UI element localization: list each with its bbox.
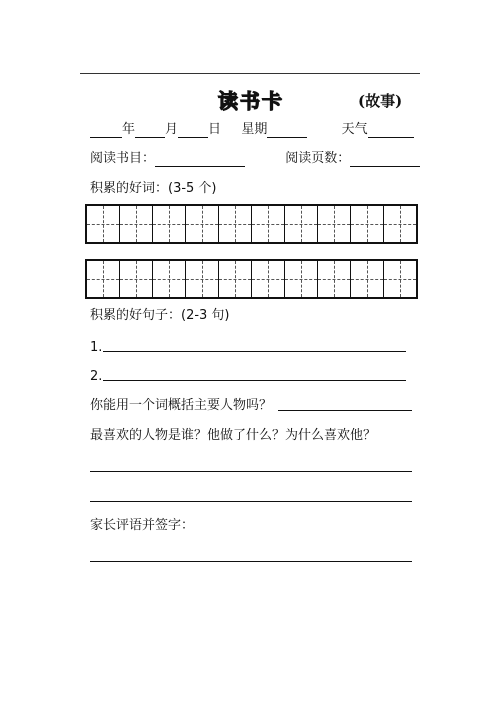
word-cell[interactable] bbox=[120, 206, 153, 242]
answer-line-main-character[interactable] bbox=[278, 410, 412, 411]
word-cell[interactable] bbox=[87, 261, 120, 297]
weekday-field[interactable] bbox=[267, 123, 307, 138]
sentence-number-2: 2. bbox=[90, 369, 103, 384]
answer-line-favorite-1[interactable] bbox=[90, 471, 412, 472]
book-title-label: 阅读书目： bbox=[90, 151, 156, 166]
word-cell[interactable] bbox=[252, 206, 285, 242]
month-label: 月 bbox=[165, 122, 179, 137]
word-grid-row-1[interactable] bbox=[85, 204, 418, 244]
word-cell[interactable] bbox=[186, 261, 219, 297]
answer-line-favorite-2[interactable] bbox=[90, 501, 412, 502]
date-row bbox=[90, 122, 414, 138]
month-field[interactable] bbox=[135, 123, 165, 138]
word-cell[interactable] bbox=[153, 261, 186, 297]
question-main-character: 你能用一个词概括主要人物吗？ bbox=[90, 398, 273, 413]
weather-field[interactable] bbox=[368, 123, 414, 138]
word-cell[interactable] bbox=[87, 206, 120, 242]
sentence-line-2[interactable] bbox=[103, 380, 406, 381]
word-cell[interactable] bbox=[384, 261, 416, 297]
sentence-number-1: 1. bbox=[90, 340, 103, 355]
word-grid-row-2[interactable] bbox=[85, 259, 418, 299]
pages-read-field[interactable] bbox=[350, 152, 420, 167]
word-cell[interactable] bbox=[153, 206, 186, 242]
word-cell[interactable] bbox=[285, 206, 318, 242]
good-sentences-label: 积累的好句子：(2-3 句) bbox=[90, 308, 230, 323]
day-field[interactable] bbox=[178, 123, 208, 138]
book-title-field[interactable] bbox=[155, 152, 245, 167]
word-cell[interactable] bbox=[318, 261, 351, 297]
word-cell[interactable] bbox=[318, 206, 351, 242]
parent-comment-label: 家长评语并签字： bbox=[90, 518, 195, 533]
word-cell[interactable] bbox=[351, 206, 384, 242]
page-subtitle: (故事) bbox=[358, 92, 403, 110]
word-cell[interactable] bbox=[219, 261, 252, 297]
weather-label: 天气 bbox=[341, 122, 368, 137]
word-cell[interactable] bbox=[186, 206, 219, 242]
word-cell[interactable] bbox=[252, 261, 285, 297]
word-cell[interactable] bbox=[351, 261, 384, 297]
sentence-line-1[interactable] bbox=[103, 351, 406, 352]
reading-row bbox=[90, 151, 420, 167]
word-cell[interactable] bbox=[219, 206, 252, 242]
top-divider bbox=[80, 73, 420, 74]
question-favorite-character: 最喜欢的人物是谁？他做了什么？为什么喜欢他？ bbox=[90, 428, 377, 443]
year-label: 年 bbox=[122, 122, 136, 137]
year-field[interactable] bbox=[90, 123, 122, 138]
word-cell[interactable] bbox=[384, 206, 416, 242]
day-label: 日 bbox=[208, 122, 222, 137]
good-words-label: 积累的好词：(3-5 个) bbox=[90, 181, 217, 196]
word-cell[interactable] bbox=[285, 261, 318, 297]
parent-comment-line[interactable] bbox=[90, 561, 412, 562]
word-cell[interactable] bbox=[120, 261, 153, 297]
page-title: 读书卡 bbox=[218, 89, 284, 113]
weekday-label: 星期 bbox=[241, 122, 268, 137]
pages-read-label: 阅读页数： bbox=[285, 151, 351, 166]
